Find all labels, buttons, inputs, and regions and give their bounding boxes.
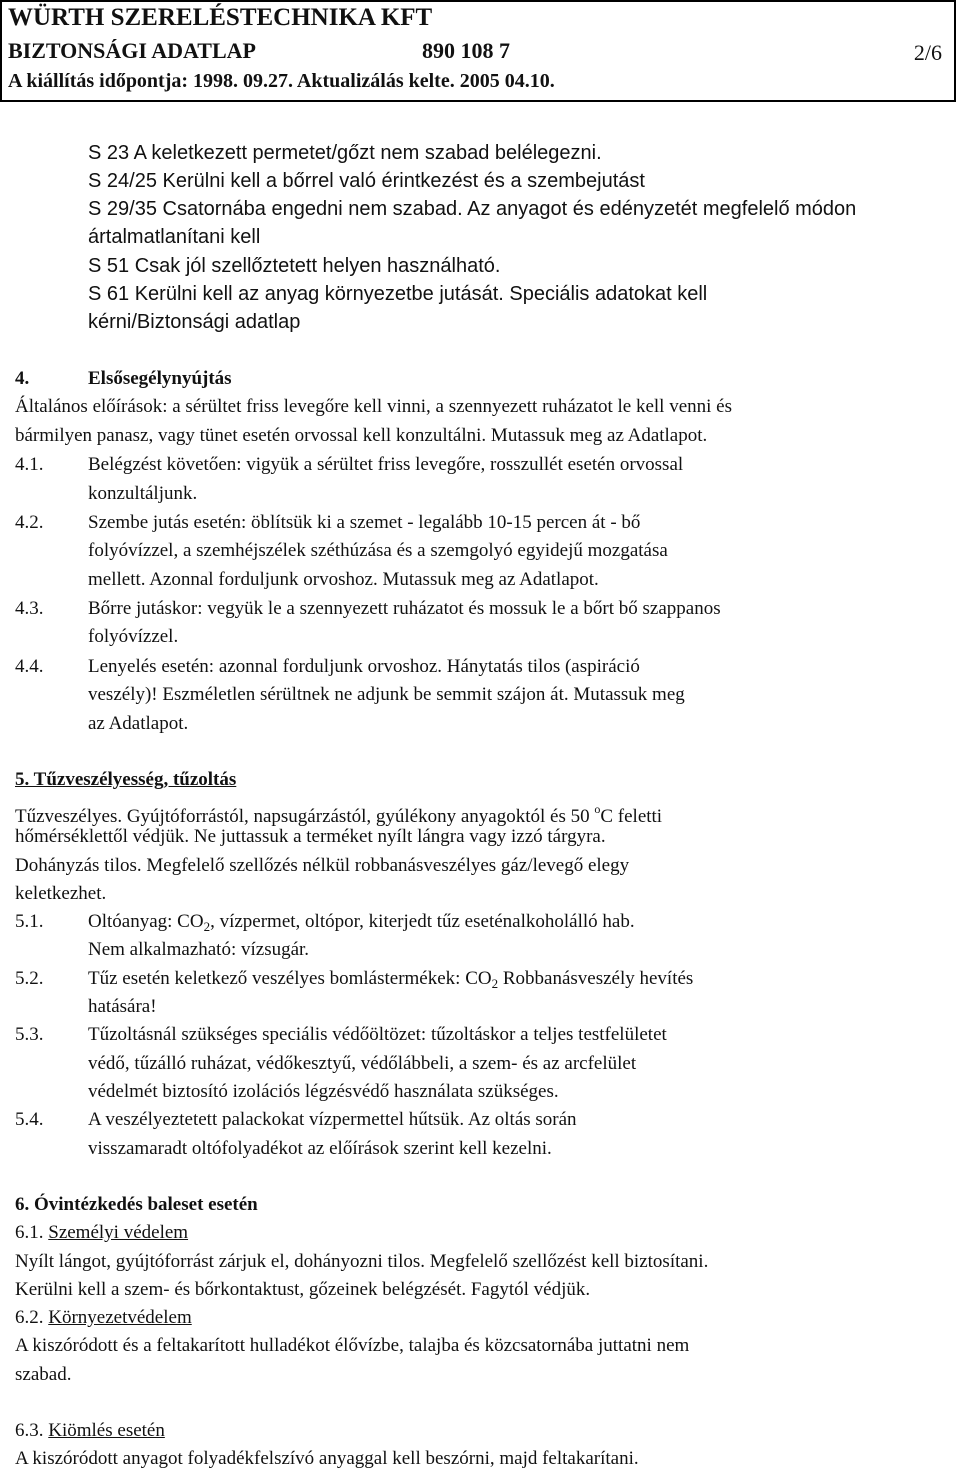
item-number: 4.1. <box>15 454 44 475</box>
item-number: 5.2. <box>15 968 44 989</box>
item-line: az Adatlapot. <box>88 713 189 734</box>
s-phrase-line: S 23 A keletkezett permetet/gőzt nem szabad belélegezni. <box>88 142 602 164</box>
s-phrase-line: ártalmatlanítani kell <box>88 226 261 248</box>
s-phrase-line: S 24/25 Kerülni kell a bőrrel való érintkezést és a szembejutást <box>88 170 645 192</box>
paragraph-line: keletkezhet. <box>15 883 107 904</box>
item-line: Szembe jutás esetén: öblítsük ki a szemet - legalább 10-15 percen át - bő <box>88 512 641 533</box>
paragraph-line: hőmérséklettől védjük. Ne juttassuk a terméket nyílt lángra vagy izzó tárgyra. <box>15 826 606 847</box>
section-4-title: Elsősegélynyújtás <box>88 368 232 389</box>
s-phrase-line: kérni/Biztonsági adatlap <box>88 311 301 333</box>
item-line: Tűz esetén keletkező veszélyes bomlástermékek: $CO_2$ Robbanásveszély hevítés <box>88 968 694 991</box>
item-line: mellett. Azonnal forduljunk orvoshoz. Mutassuk meg az Adatlapot. <box>88 569 599 590</box>
paragraph-line: A kiszóródott anyagot folyadékfelszívó anyaggal kell beszórni, majd feltakarítani. <box>15 1448 639 1469</box>
section-4-number: 4. <box>15 368 30 389</box>
item-line: visszamaradt oltófolyadékot az előírások szerint kell kezelni. <box>88 1138 552 1159</box>
item-line: konzultáljunk. <box>88 483 198 504</box>
item-line: Lenyelés esetén: azonnal forduljunk orvoshoz. Hánytatás tilos (aspiráció <box>88 656 640 677</box>
paragraph-line: Kerülni kell a szem- és bőrkontaktust, gőzeinek belégzését. Fagytól védjük. <box>15 1279 591 1300</box>
page-number: 2/6 <box>913 40 942 65</box>
document-header <box>0 0 956 102</box>
item-line: Nem alkalmazható: vízsugár. <box>88 939 310 960</box>
item-number: 5.3. <box>15 1024 44 1045</box>
paragraph-line: A kiszóródott és a feltakarított hulladékot élővízbe, talajba és közcsatornába juttatni nem <box>15 1335 690 1356</box>
item-line: védő, tűzálló ruházat, védőkesztyű, védőlábbeli, a szem- és az arcfelület <box>88 1053 637 1074</box>
subsection-heading: 6.2. Környezetvédelem <box>15 1307 192 1328</box>
section-5-title: 5. Tűzveszélyesség, tűzoltás <box>15 769 237 790</box>
item-line: Bőrre jutáskor: vegyük le a szennyezett ruházatot és mossuk le a bőrt bő szappanos <box>88 598 721 619</box>
product-code: 890 108 7 <box>422 38 510 63</box>
item-number: 5.4. <box>15 1109 44 1130</box>
subsection-heading: 6.3. Kiömlés esetén <box>15 1420 165 1441</box>
s-phrase-line: S 61 Kerülni kell az anyag környezetbe jutását. Speciális adatokat kell <box>88 283 708 305</box>
paragraph-line: Tűzveszélyes. Gyújtóforrástól, napsugárzástól, gyúlékony anyagoktól és 50 $^o$C feletti <box>15 802 663 827</box>
subsection-heading: 6.1. Személyi védelem <box>15 1222 189 1243</box>
document-type: BIZTONSÁGI ADATLAP <box>8 38 256 63</box>
item-line: Oltóanyag: $CO_2$, vízpermet, oltópor, kiterjedt tűz eseténalkoholálló hab. <box>88 911 635 934</box>
item-line: A veszélyeztetett palackokat vízpermettel hűtsük. Az oltás során <box>88 1109 577 1130</box>
item-line: Tűzoltásnál szükséges speciális védőöltözet: tűzoltáskor a teljes testfelületet <box>88 1024 667 1045</box>
item-line: veszély)! Eszméletlen sérültnek ne adjunk be semmit szájon át. Mutassuk meg <box>88 684 685 705</box>
document-dates: A kiállítás időpontja: 1998. 09.27. Aktualizálás kelte. 2005 04.10. <box>8 70 555 92</box>
paragraph-line: Nyílt lángot, gyújtóforrást zárjuk el, dohányozni tilos. Megfelelő szellőzést kell biztosítani. <box>15 1251 709 1272</box>
s-phrase-line: S 29/35 Csatornába engedni nem szabad. Az anyagot és edényzetét megfelelő módon <box>88 198 857 220</box>
item-line: Belégzést követően: vigyük a sérültet friss levegőre, rosszullét esetén orvossal <box>88 454 684 475</box>
paragraph-line: szabad. <box>15 1364 72 1385</box>
section-6-title: 6. Óvintézkedés baleset esetén <box>15 1194 258 1215</box>
company-name: WÜRTH SZERELÉSTECHNIKA KFT <box>8 4 433 31</box>
s-phrase-line: S 51 Csak jól szellőztetett helyen használható. <box>88 255 501 277</box>
item-number: 4.3. <box>15 598 44 619</box>
item-number: 4.4. <box>15 656 44 677</box>
paragraph-line: Dohányzás tilos. Megfelelő szellőzés nélkül robbanásveszélyes gáz/levegő elegy <box>15 855 630 876</box>
item-number: 4.2. <box>15 512 44 533</box>
item-line: folyóvízzel, a szemhéjszélek széthúzása és a szemgolyó egyidejű mozgatása <box>88 540 668 561</box>
item-line: hatására! <box>88 996 157 1017</box>
item-line: védelmét biztosító izolációs légzésvédő használata szükséges. <box>88 1081 559 1102</box>
paragraph-line: bármilyen panasz, vagy tünet esetén orvossal kell konzultálni. Mutassuk meg az Adatlapot. <box>15 425 708 446</box>
item-number: 5.1. <box>15 911 44 932</box>
item-line: folyóvízzel. <box>88 626 179 647</box>
paragraph-line: Általános előírások: a sérültet friss levegőre kell vinni, a szennyezett ruházatot le kell venni és <box>15 396 732 417</box>
